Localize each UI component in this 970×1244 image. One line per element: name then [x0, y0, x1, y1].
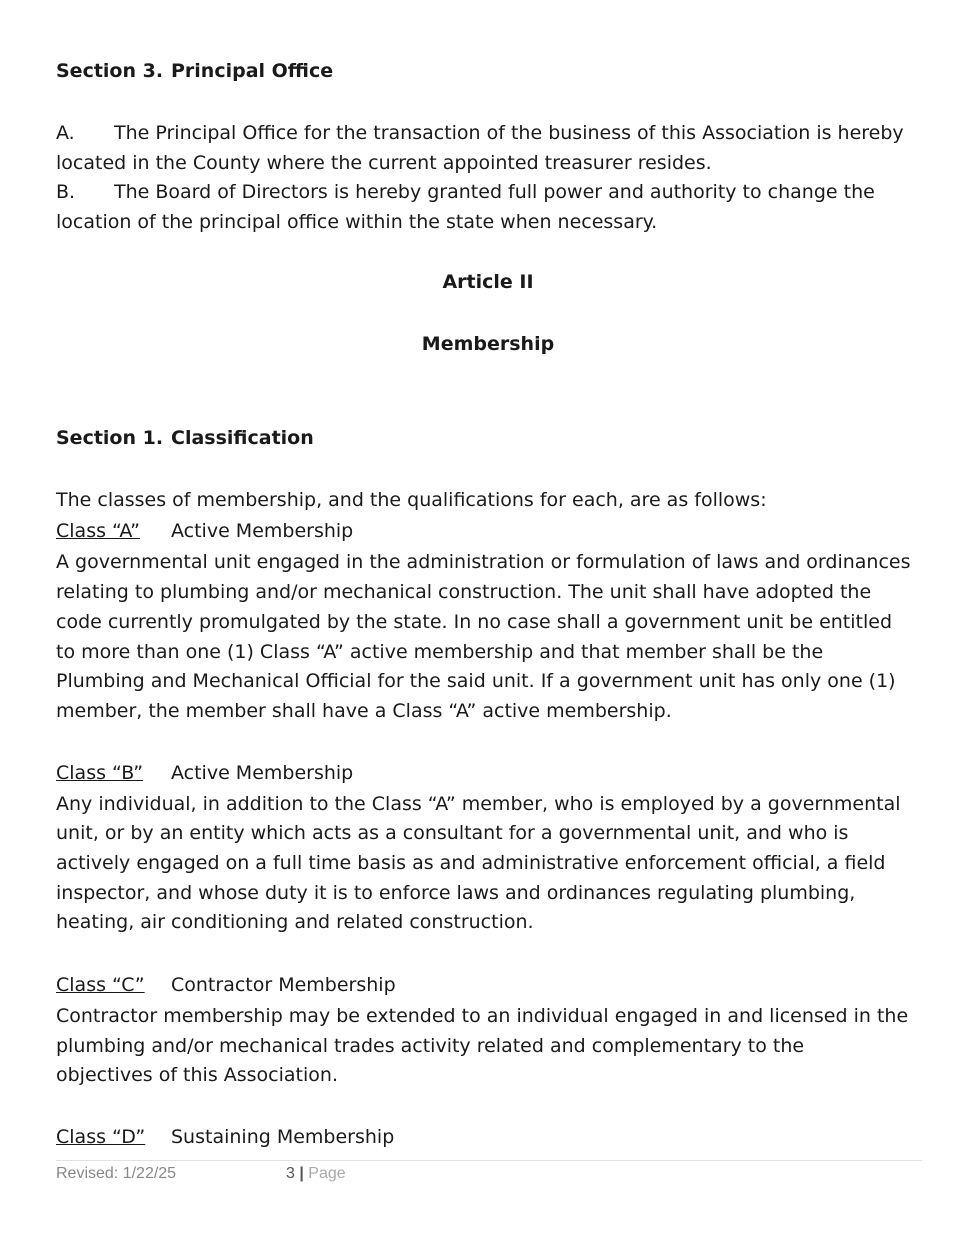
para-a-marker: A. [56, 122, 75, 144]
class-d-title: Sustaining Membership [171, 1126, 395, 1148]
class-a-title: Active Membership [171, 520, 354, 542]
class-b-line-3: actively engaged on a full time basis as and administrative enforcement official, a field [56, 852, 886, 874]
footer-revised: Revised: 1/22/25 [56, 1165, 177, 1182]
section-3-title: Principal Office [171, 60, 334, 82]
class-a-heading [56, 516, 353, 546]
class-a-line-3: code currently promulgated by the state. In no case shall a government unit be entitled [56, 611, 893, 633]
section-3-para-b-line-2: location of the principal office within the state when necessary. [56, 211, 658, 233]
section-3-para-b-line-1 [56, 177, 875, 207]
class-a-line-1: A governmental unit engaged in the administration or formulation of laws and ordinances [56, 551, 911, 573]
footer-page-indicator [286, 1162, 346, 1186]
class-d-heading [56, 1122, 394, 1152]
section-3-heading [56, 56, 333, 86]
section-3-para-a-line-1 [56, 118, 904, 148]
section-1-number: Section 1. [56, 427, 164, 449]
class-b-line-1: Any individual, in addition to the Class “A” member, who is employed by a governmental [56, 793, 901, 815]
class-b-line-2: unit, or by an entity which acts as a consultant for a governmental unit, and who is [56, 822, 849, 844]
footer-page-number: 3 [286, 1165, 295, 1182]
section-1-heading [56, 423, 314, 453]
section-3-number: Section 3. [56, 60, 164, 82]
footer-page-label: Page [308, 1165, 346, 1182]
footer-separator: | [299, 1165, 304, 1182]
class-a-label: Class “A” [56, 520, 140, 542]
class-c-heading [56, 970, 396, 1000]
article-subtitle: Membership [421, 333, 555, 355]
class-a-line-6: member, the member shall have a Class “A” active membership. [56, 700, 672, 722]
footer-divider [56, 1160, 922, 1161]
section-3-para-a-line-2: located in the County where the current appointed treasurer resides. [56, 152, 712, 174]
class-c-line-1: Contractor membership may be extended to an individual engaged in and licensed in the [56, 1005, 909, 1027]
class-c-title: Contractor Membership [171, 974, 396, 996]
section-1-intro: The classes of membership, and the qualifications for each, are as follows: [56, 489, 767, 511]
class-b-label: Class “B” [56, 762, 144, 784]
class-b-title: Active Membership [171, 762, 354, 784]
class-a-line-5: Plumbing and Mechanical Official for the said unit. If a government unit has only one (1) [56, 670, 896, 692]
class-d-label: Class “D” [56, 1126, 146, 1148]
class-c-line-2: plumbing and/or mechanical trades activity related and complementary to the [56, 1035, 805, 1057]
para-b-text-1: The Board of Directors is hereby granted full power and authority to change the [114, 181, 875, 203]
section-1-title: Classification [171, 427, 314, 449]
para-b-marker: B. [56, 181, 76, 203]
para-a-text-1: The Principal Office for the transaction of the business of this Association is hereby [114, 122, 904, 144]
class-b-line-5: heating, air conditioning and related construction. [56, 911, 534, 933]
class-c-line-3: objectives of this Association. [56, 1064, 338, 1086]
class-b-line-4: inspector, and whose duty it is to enforce laws and ordinances regulating plumbing, [56, 882, 856, 904]
class-a-line-4: to more than one (1) Class “A” active membership and that member shall be the [56, 641, 824, 663]
class-a-line-2: relating to plumbing and/or mechanical construction. The unit shall have adopted the [56, 581, 872, 603]
class-c-label: Class “C” [56, 974, 145, 996]
article-title: Article II [442, 271, 534, 293]
class-b-heading [56, 758, 353, 788]
